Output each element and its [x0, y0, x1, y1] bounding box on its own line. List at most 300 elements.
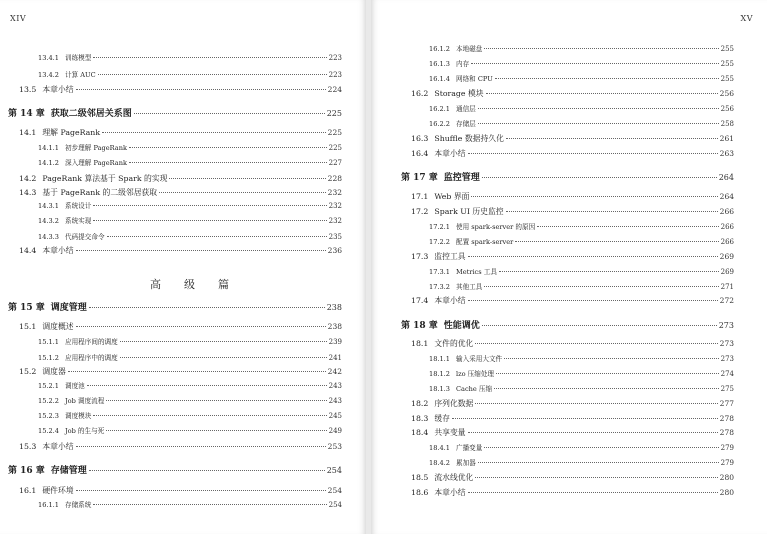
toc-entry-text: Web 界面 [434, 192, 470, 201]
toc-entry-title [38, 157, 127, 167]
toc-page-number: 278 [719, 414, 734, 423]
dot-leader [98, 74, 327, 75]
toc-entry-text: Cache 压缩 [455, 385, 493, 393]
toc-entry-text: 深入理解 PageRank [64, 159, 127, 167]
toc-entry-number: 18.3 [411, 414, 429, 423]
toc-entry-text: 系统实现 [64, 217, 92, 225]
toc-page-number: 279 [720, 444, 734, 452]
toc-entry-title [38, 395, 104, 405]
toc-page-number: 225 [327, 128, 342, 137]
dot-leader [76, 250, 326, 251]
toc-section [19, 127, 342, 138]
toc-subsection [38, 69, 342, 79]
toc-section [411, 427, 734, 438]
toc-entry-text: 应用程序间的调度 [64, 338, 118, 346]
toc-entry-text: 输入采用大文件 [455, 355, 503, 363]
toc-section [411, 191, 734, 202]
toc-entry-text: 理解 PageRank [42, 128, 101, 137]
toc-page-number: 256 [720, 105, 734, 113]
toc-page-number: 223 [328, 71, 342, 79]
toc-subsection [429, 368, 734, 378]
dot-leader [496, 373, 719, 374]
toc-entry-title [429, 103, 476, 113]
toc-page-number: 258 [720, 120, 734, 128]
dot-leader [93, 415, 326, 416]
toc-subsection [38, 352, 342, 362]
toc-section [19, 366, 342, 377]
toc-entry-number: 14.2 [19, 174, 37, 183]
dot-leader [93, 57, 326, 58]
toc-page-number: 232 [328, 202, 342, 210]
toc-section [19, 441, 342, 452]
toc-entry-title [429, 73, 493, 83]
toc-entry-number: 13.5 [19, 85, 37, 94]
dot-leader [76, 446, 326, 447]
toc-page-number: 255 [720, 60, 734, 68]
toc-entry-text: Metrics 工具 [455, 268, 497, 276]
toc-page-number: 232 [327, 188, 342, 197]
toc-section [411, 133, 734, 144]
toc-entry-text: lzo 压缩处理 [455, 370, 495, 378]
toc-subsection [38, 499, 342, 509]
toc-page-number: 232 [328, 217, 342, 225]
toc-entry-number: 17.2 [411, 207, 429, 216]
toc-entry-text: 使用 spark-server 的原因 [455, 223, 536, 231]
toc-subsection [38, 142, 342, 152]
toc-section [411, 88, 734, 99]
toc-page-number: 271 [720, 283, 734, 291]
dot-leader [484, 286, 718, 287]
toc-entry-number: 18.2 [411, 399, 429, 408]
toc-entry-number: 17.3 [411, 252, 429, 261]
toc-chapter [401, 318, 734, 331]
toc-page-number: 264 [718, 173, 734, 182]
dot-leader [499, 271, 719, 272]
toc-page-number: 272 [719, 296, 734, 305]
toc-entry-title [19, 187, 157, 198]
toc-entry-text: 广播变量 [455, 444, 483, 452]
toc-entry-number: 第 15 章 [8, 303, 45, 313]
toc-entry-number: 18.4 [411, 428, 429, 437]
toc-page-number: 245 [328, 412, 342, 420]
toc-section [411, 338, 734, 349]
dot-leader [129, 162, 327, 163]
toc-entry-title [411, 251, 466, 262]
toc-entry-title [411, 338, 473, 349]
toc-entry-number: 17.4 [411, 296, 429, 305]
toc-entry-number: 14.1.2 [38, 159, 59, 167]
toc-subsection [429, 103, 734, 113]
toc-entry-text: 基于 PageRank 的二级邻居获取 [42, 188, 158, 197]
toc-entry-text: 存储层 [455, 120, 476, 128]
toc-entry-number: 17.3.2 [429, 283, 450, 291]
toc-entry-number: 15.2.3 [38, 412, 59, 420]
toc-entry-title [411, 487, 466, 498]
dot-leader [93, 205, 326, 206]
dot-leader [537, 226, 718, 227]
toc-page-number: 277 [719, 399, 734, 408]
toc-page-number: 227 [328, 159, 342, 167]
toc-entry-number: 16.1.3 [429, 60, 450, 68]
toc-section [411, 295, 734, 306]
toc-section [19, 187, 342, 198]
toc-entry-text: 调度管理 [50, 303, 87, 313]
toc-entry-title [19, 245, 74, 256]
toc-page-number: 256 [719, 89, 734, 98]
toc-entry-number: 17.3.1 [429, 268, 450, 276]
toc-page-number: 225 [326, 109, 342, 118]
dot-leader [107, 236, 327, 237]
toc-entry-text: 累加器 [455, 459, 476, 467]
toc-entry-text: 其他工具 [455, 283, 483, 291]
toc-entry-title [19, 173, 167, 184]
toc-page-number: 254 [326, 466, 342, 475]
toc-entry-number: 16.1.2 [429, 45, 450, 53]
toc-entry-number: 18.4.2 [429, 459, 450, 467]
toc-entry-title [19, 441, 74, 452]
toc-entry-title [401, 170, 480, 183]
toc-entry-text: 监控工具 [434, 252, 466, 261]
toc-entry-title [411, 427, 466, 438]
toc-page-number: 249 [328, 427, 342, 435]
toc-entry-title [8, 106, 132, 119]
toc-entry-number: 14.3.1 [38, 202, 59, 210]
dot-leader [106, 400, 326, 401]
toc-entry-title [429, 457, 476, 467]
page-number: XV [740, 14, 753, 23]
toc-page-number: 269 [719, 252, 734, 261]
toc-entry-text: 文件的优化 [434, 339, 474, 348]
toc-entry-number: 17.2.2 [429, 238, 450, 246]
toc-page-number: 225 [328, 144, 342, 152]
dot-leader [87, 385, 327, 386]
toc-entry-title [38, 410, 91, 420]
dot-leader [506, 138, 718, 139]
toc-entry-title [411, 148, 466, 159]
dot-leader [89, 470, 325, 471]
dot-leader [106, 430, 326, 431]
toc-entry-number: 18.1.3 [429, 385, 450, 393]
dot-leader [120, 357, 327, 358]
toc-entry-text: 调度器 [42, 367, 66, 376]
dot-leader [169, 178, 325, 179]
toc-page-number: 273 [719, 339, 734, 348]
toc-entry-title [429, 58, 469, 68]
toc-entry-number: 第 16 章 [8, 466, 45, 476]
toc-subsection [429, 383, 734, 393]
toc-entry-title [38, 499, 91, 509]
toc-page-number: 254 [327, 486, 342, 495]
toc-entry-number: 14.3 [19, 188, 37, 197]
dot-leader [452, 418, 718, 419]
toc-entry-number: 18.4.1 [429, 444, 450, 452]
toc-entry-title [411, 206, 504, 217]
toc-entry-number: 15.2 [19, 367, 37, 376]
toc-section [19, 173, 342, 184]
toc-page-number: 242 [327, 367, 342, 376]
toc-entry-number: 14.1 [19, 128, 37, 137]
toc-entry-title [429, 236, 513, 246]
toc-entry-title [429, 43, 482, 53]
dot-leader [482, 177, 717, 178]
dot-leader [159, 192, 326, 193]
toc-entry-title [8, 300, 87, 313]
toc-entry-text: Job 调度流程 [64, 397, 105, 405]
toc-subsection [429, 58, 734, 68]
toc-page-number: 239 [328, 338, 342, 346]
toc-entry-text: 本章小结 [434, 149, 466, 158]
toc-subsection [429, 353, 734, 363]
dot-leader [484, 447, 718, 448]
toc-entry-text: 存储系统 [64, 501, 92, 509]
right-page [371, 0, 767, 534]
toc-entry-number: 16.1 [19, 486, 37, 495]
toc-entry-title [429, 266, 497, 276]
toc-entry-title [429, 442, 482, 452]
toc-entry-number: 第 18 章 [401, 321, 438, 331]
toc-entry-number: 16.2.1 [429, 105, 450, 113]
toc-entry-number: 15.2.4 [38, 427, 59, 435]
toc-page-number: 273 [718, 321, 734, 330]
toc-entry-title [401, 318, 480, 331]
toc-subsection [429, 118, 734, 128]
toc-subsection [429, 266, 734, 276]
toc-entry-text: Storage 模块 [434, 89, 484, 98]
toc-entry-number: 14.1.1 [38, 144, 59, 152]
toc-page-number: 243 [328, 397, 342, 405]
toc-section [411, 251, 734, 262]
toc-entry-text: 通信层 [455, 105, 476, 113]
toc-entry-text: 序列化数据 [434, 399, 474, 408]
dot-leader [468, 153, 718, 154]
toc-entry-text: 缓存 [434, 414, 450, 423]
dot-leader [471, 63, 718, 64]
toc-section [411, 148, 734, 159]
toc-subsection [38, 395, 342, 405]
toc-entry-text: 流水线优化 [434, 473, 474, 482]
toc-subsection [429, 73, 734, 83]
toc-page-number: 278 [719, 428, 734, 437]
toc-entry-title [38, 231, 105, 241]
toc-entry-title [411, 398, 473, 409]
toc-entry-text: 监控管理 [443, 173, 480, 183]
toc-page-number: 241 [328, 354, 342, 362]
toc-entry-title [38, 215, 91, 225]
toc-entry-number: 18.1 [411, 339, 429, 348]
dot-leader [468, 256, 718, 257]
toc-entry-title [38, 142, 127, 152]
toc-entry-text: Spark UI 历史监控 [434, 207, 504, 216]
dot-leader [486, 93, 718, 94]
toc-entry-number: 15.2.1 [38, 382, 59, 390]
toc-entry-title [38, 69, 96, 79]
toc-page-number: 243 [328, 382, 342, 390]
page-number: XIV [10, 14, 27, 23]
toc-entry-number: 16.1.1 [38, 501, 59, 509]
toc-entry-title [429, 353, 502, 363]
toc-page-number: 279 [720, 459, 734, 467]
dot-leader [134, 113, 325, 114]
toc-entry-number: 14.4 [19, 246, 37, 255]
part-title: 高 级 篇 [150, 278, 235, 291]
dot-leader [506, 211, 718, 212]
dot-leader [120, 341, 327, 342]
toc-page-number: 274 [720, 370, 734, 378]
toc-entry-number: 15.1 [19, 322, 37, 331]
toc-entry-text: 共享变量 [434, 428, 466, 437]
toc-page-number: 275 [720, 385, 734, 393]
toc-page-number: 253 [327, 442, 342, 451]
toc-section [19, 321, 342, 332]
toc-page-number: 280 [719, 473, 734, 482]
toc-page-number: 261 [719, 134, 734, 143]
toc-entry-text: Job 的生与死 [64, 427, 105, 435]
toc-entry-number: 13.4.2 [38, 71, 59, 79]
toc-entry-title [38, 425, 104, 435]
dot-leader [468, 492, 718, 493]
toc-entry-number: 15.3 [19, 442, 37, 451]
dot-leader [478, 462, 719, 463]
toc-entry-number: 16.1.4 [429, 75, 450, 83]
toc-entry-title [429, 281, 482, 291]
toc-entry-title [19, 321, 74, 332]
toc-entry-title [429, 221, 535, 231]
toc-entry-number: 15.1.1 [38, 338, 59, 346]
dot-leader [478, 123, 719, 124]
toc-entry-title [19, 84, 74, 95]
toc-entry-text: 系统设计 [64, 202, 92, 210]
toc-entry-title [38, 336, 118, 346]
toc-entry-text: 代码提交命令 [64, 233, 105, 241]
dot-leader [484, 48, 718, 49]
toc-subsection [429, 221, 734, 231]
dot-leader [471, 196, 717, 197]
toc-page-number: 264 [719, 192, 734, 201]
toc-chapter [401, 170, 734, 183]
toc-chapter [8, 106, 342, 119]
toc-entry-text: 内存 [455, 60, 470, 68]
toc-entry-text: 本地磁盘 [455, 45, 483, 53]
toc-subsection [429, 457, 734, 467]
toc-section [19, 485, 342, 496]
toc-entry-title [411, 295, 466, 306]
toc-section [411, 413, 734, 424]
toc-entry-title [38, 52, 91, 62]
toc-entry-text: 本章小结 [42, 85, 74, 94]
toc-section [411, 206, 734, 217]
toc-entry-number: 15.1.2 [38, 354, 59, 362]
toc-entry-title [411, 133, 504, 144]
toc-entry-text: 计算 AUC [64, 71, 96, 79]
toc-entry-number: 18.5 [411, 473, 429, 482]
toc-entry-text: 本章小结 [42, 442, 74, 451]
toc-entry-title [8, 463, 87, 476]
dot-leader [468, 300, 718, 301]
toc-page-number: 269 [720, 268, 734, 276]
toc-entry-number: 第 14 章 [8, 109, 45, 119]
dot-leader [93, 220, 326, 221]
toc-entry-number: 16.2.2 [429, 120, 450, 128]
toc-entry-number: 18.1.1 [429, 355, 450, 363]
toc-entry-text: 本章小结 [434, 296, 466, 305]
toc-page-number: 266 [720, 223, 734, 231]
toc-entry-text: PageRank 算法基于 Spark 的实现 [42, 174, 168, 183]
toc-entry-title [19, 127, 100, 138]
toc-entry-text: 本章小结 [434, 488, 466, 497]
toc-entry-title [411, 472, 473, 483]
dot-leader [68, 371, 326, 372]
toc-entry-number: 16.2 [411, 89, 429, 98]
toc-chapter [8, 300, 342, 313]
toc-entry-number: 第 17 章 [401, 173, 438, 183]
dot-leader [89, 307, 325, 308]
toc-entry-number: 13.4.1 [38, 54, 59, 62]
toc-page-number: 255 [720, 45, 734, 53]
dot-leader [468, 432, 718, 433]
toc-page-number: 223 [328, 54, 342, 62]
toc-entry-number: 17.2.1 [429, 223, 450, 231]
toc-subsection [429, 442, 734, 452]
toc-entry-text: 本章小结 [42, 246, 74, 255]
dot-leader [102, 132, 326, 133]
dot-leader [93, 504, 326, 505]
dot-leader [129, 147, 327, 148]
toc-entry-title [19, 366, 66, 377]
dot-leader [495, 78, 719, 79]
toc-entry-number: 14.3.2 [38, 217, 59, 225]
toc-entry-title [38, 200, 91, 210]
toc-entry-text: 性能调优 [443, 321, 480, 331]
toc-subsection [429, 43, 734, 53]
toc-section [19, 245, 342, 256]
toc-entry-text: Shuffle 数据持久化 [434, 134, 504, 143]
toc-section [19, 84, 342, 95]
toc-entry-number: 14.3.3 [38, 233, 59, 241]
toc-entry-number: 18.6 [411, 488, 429, 497]
toc-entry-text: 获取二级邻居关系图 [50, 109, 132, 119]
toc-entry-text: 训练模型 [64, 54, 92, 62]
toc-subsection [429, 281, 734, 291]
toc-section [411, 487, 734, 498]
toc-entry-text: 存储管理 [50, 466, 87, 476]
toc-page-number: 273 [720, 355, 734, 363]
toc-chapter [8, 463, 342, 476]
toc-entry-text: 调度概述 [42, 322, 74, 331]
toc-page-number: 238 [326, 303, 342, 312]
toc-entry-text: 调度模块 [64, 412, 92, 420]
dot-leader [478, 108, 719, 109]
toc-entry-number: 16.3 [411, 134, 429, 143]
toc-page-number: 224 [327, 85, 342, 94]
toc-page-number: 255 [720, 75, 734, 83]
toc-entry-number: 15.2.2 [38, 397, 59, 405]
toc-section [411, 398, 734, 409]
dot-leader [515, 241, 718, 242]
toc-entry-title [19, 485, 74, 496]
toc-subsection [38, 336, 342, 346]
toc-entry-title [411, 413, 450, 424]
toc-entry-number: 18.1.2 [429, 370, 450, 378]
toc-entry-text: 硬件环境 [42, 486, 74, 495]
toc-page-number: 266 [719, 207, 734, 216]
toc-subsection [38, 52, 342, 62]
dot-leader [504, 358, 718, 359]
toc-entry-title [429, 118, 476, 128]
toc-entry-number: 16.4 [411, 149, 429, 158]
toc-entry-text: 调度池 [64, 382, 85, 390]
toc-entry-text: 配置 spark-server [455, 238, 514, 246]
toc-page-number: 254 [328, 501, 342, 509]
